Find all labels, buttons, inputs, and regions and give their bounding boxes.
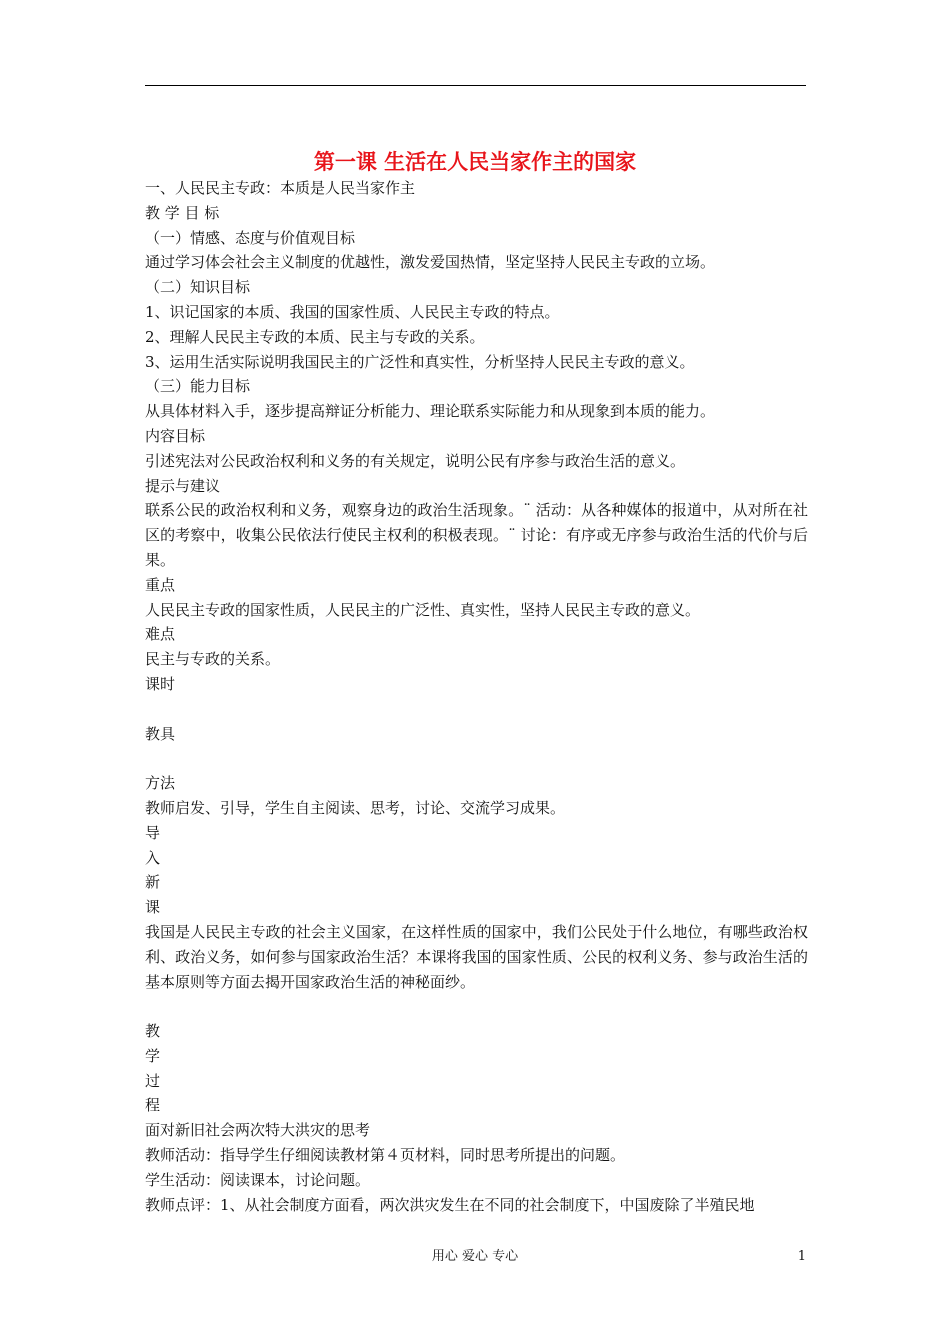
text-line: 过 <box>145 1071 161 1090</box>
text-line: 学 <box>145 1046 161 1065</box>
text-line: 面对新旧社会两次特大洪灾的思考 <box>145 1121 371 1140</box>
text-line: 方法 <box>145 774 176 793</box>
text-line: 内容目标 <box>145 426 206 445</box>
text-line: 3、运用生活实际说明我国民主的广泛性和真实性，分析坚持人民民主专政的意义。 <box>145 352 695 371</box>
text-line: （一）情感、态度与价值观目标 <box>145 228 356 247</box>
page-number: 1 <box>797 1249 806 1264</box>
text-line: 民主与专政的关系。 <box>145 650 281 669</box>
text-line: 1、识记国家的本质、我国的国家性质、人民民主专政的特点。 <box>145 302 560 321</box>
header-rule <box>145 85 806 86</box>
text-line: 人民民主专政的国家性质，人民民主的广泛性、真实性，坚持人民民主专政的意义。 <box>145 600 701 619</box>
text-line: 通过学习体会社会主义制度的优越性，激发爱国热情，坚定坚持人民民主专政的立场。 <box>145 253 716 272</box>
text-line: 重点 <box>145 575 176 594</box>
blank-line <box>145 697 808 722</box>
text-line: 学生活动：阅读课本，讨论问题。 <box>145 1170 371 1189</box>
text-line: 教 学 目 标 <box>145 203 220 222</box>
section-heading: 一、人民民主专政：本质是人民当家作主 <box>145 179 416 197</box>
page-title: 第一课 生活在人民当家作主的国家 <box>313 150 637 174</box>
text-paragraph: 我国是人民民主专政的社会主义国家，在这样性质的国家中，我们公民处于什么地位，有哪些政治权利、政治义务，如何参与国家政治生活？本课将我国的国家性质、公民的权利义务、参与政治生活的基本原则等方面去揭开国家政治生活的神秘面纱。 <box>145 922 808 991</box>
text-line: 2、理解人民民主专政的本质、民主与专政的关系。 <box>145 327 485 346</box>
text-line: （三）能力目标 <box>145 377 251 396</box>
text-line: 教具 <box>145 724 176 743</box>
text-line: 课时 <box>145 674 176 693</box>
text-line: 提示与建议 <box>145 476 221 495</box>
text-line: 课 <box>145 898 161 917</box>
text-line: 程 <box>145 1096 161 1115</box>
text-line: 教 <box>145 1022 161 1041</box>
text-line: 入 <box>145 848 161 867</box>
document-body <box>145 176 808 1217</box>
text-line: 难点 <box>145 625 176 644</box>
text-line: 教师启发、引导，学生自主阅读、思考，讨论、交流学习成果。 <box>145 798 566 817</box>
blank-line <box>145 994 808 1019</box>
text-line: 新 <box>145 873 161 892</box>
text-line: 导 <box>145 823 161 842</box>
text-line: （二）知识目标 <box>145 278 251 297</box>
text-paragraph: 联系公民的政治权利和义务，观察身边的政治生活现象。¨ 活动：从各种媒体的报道中，从对所在社区的考察中，收集公民依法行使民主权利的积极表现。¨ 讨论：有序或无序参与政治生活的代价与后果。 <box>145 501 808 569</box>
footer-text: 用心 爱心 专心 <box>431 1249 519 1264</box>
text-line: 教师活动：指导学生仔细阅读教材第４页材料，同时思考所提出的问题。 <box>145 1146 626 1165</box>
text-line: 教师点评：1、从社会制度方面看，两次洪灾发生在不同的社会制度下，中国废除了半殖民地 <box>145 1195 755 1214</box>
text-line: 从具体材料入手，逐步提高辩证分析能力、理论联系实际能力和从现象到本质的能力。 <box>145 402 716 421</box>
blank-line <box>145 746 808 771</box>
text-line: 引述宪法对公民政治权利和义务的有关规定，说明公民有序参与政治生活的意义。 <box>145 451 686 470</box>
